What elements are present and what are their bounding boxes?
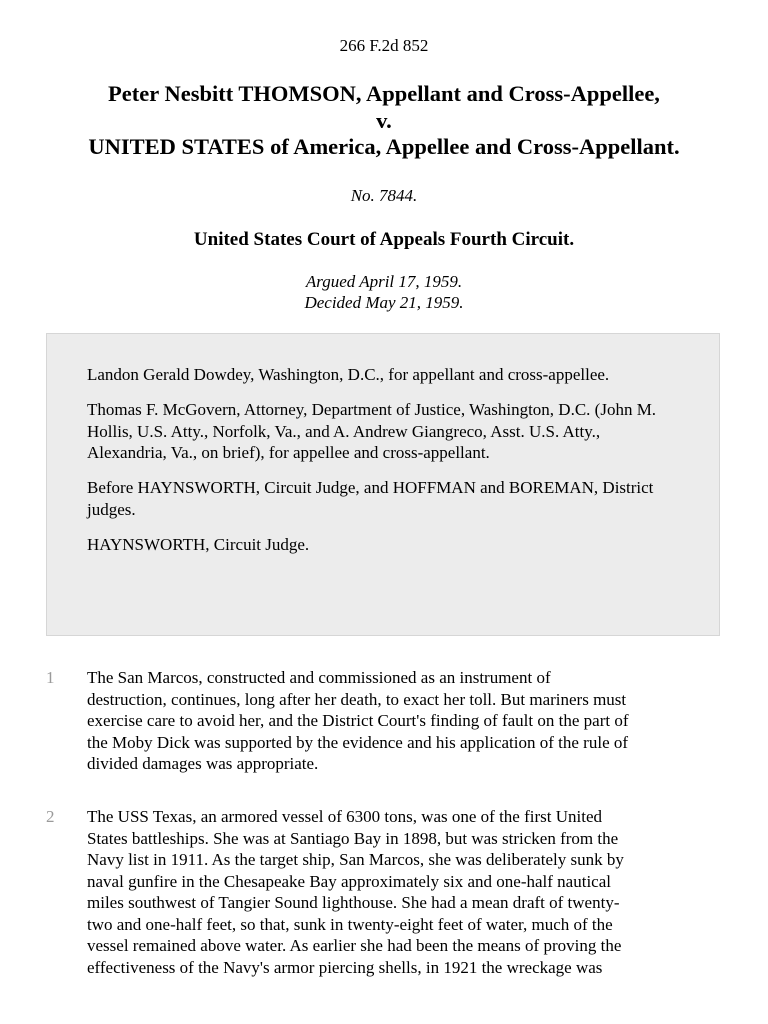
paragraph-number: 2 xyxy=(46,807,55,826)
versus-label: v. xyxy=(376,107,392,133)
text-line: vessel remained above water. As earlier she had been the means of proving the xyxy=(87,936,622,955)
argued-date: Argued April 17, 1959. xyxy=(305,272,463,291)
text-line: divided damages was appropriate. xyxy=(87,754,319,773)
text-line: Navy list in 1911. As the target ship, San Marcos, she was deliberately sunk by xyxy=(87,850,624,869)
text-line: The USS Texas, an armored vessel of 6300 tons, was one of the first United xyxy=(87,807,603,826)
case-caption xyxy=(0,81,768,161)
decided-date: Decided May 21, 1959. xyxy=(304,293,464,312)
text-line: naval gunfire in the Chesapeake Bay approximately six and one-half nautical xyxy=(87,871,611,891)
paragraph-text xyxy=(87,667,727,775)
case-dates xyxy=(0,271,768,313)
text-line: destruction, continues, long after her death, to exact her toll. But mariners must xyxy=(87,689,627,709)
docket-number: No. 7844. xyxy=(350,186,418,205)
paragraph-text xyxy=(87,806,727,978)
appellee-party: UNITED STATES of America, Appellee and Cross-Appellant. xyxy=(88,134,680,159)
case-citation: 266 F.2d 852 xyxy=(339,36,429,55)
text-line: the Moby Dick was supported by the evidence and his application of the rule of xyxy=(87,732,629,752)
text-line: miles southwest of Tangier Sound lighthouse. She had a mean draft of twenty- xyxy=(87,893,620,912)
text-line: States battleships. She was at Santiago Bay in 1898, but was stricken from the xyxy=(87,828,619,848)
text-line: effectiveness of the Navy's armor piercing shells, in 1921 the wreckage was xyxy=(87,957,603,977)
text-line: The San Marcos, constructed and commissioned as an instrument of xyxy=(87,668,551,687)
court-name: United States Court of Appeals Fourth Circuit. xyxy=(193,229,575,250)
opinion-author: HAYNSWORTH, Circuit Judge. xyxy=(87,534,310,554)
paragraph-number: 1 xyxy=(46,668,55,687)
text-line: exercise care to avoid her, and the District Court's finding of fault on the part of xyxy=(87,711,629,730)
text-line: two and one-half feet, so that, sunk in twenty-eight feet of water, much of the xyxy=(87,914,613,934)
appellant-party: Peter Nesbitt THOMSON, Appellant and Cross-Appellee, xyxy=(108,81,660,106)
judges-panel: Before HAYNSWORTH, Circuit Judge, and HOFFMAN and BOREMAN, District judges. xyxy=(87,478,654,519)
appellant-counsel: Landon Gerald Dowdey, Washington, D.C., for appellant and cross-appellee. xyxy=(87,365,610,384)
appellee-counsel: Thomas F. McGovern, Attorney, Department of Justice, Washington, D.C. (John M. Hollis, U.S. Atty., Norfolk, Va., and A. Andrew Giangreco, Asst. U.S. Atty., Alexandria, Va., on brief), for appellee and cross-appellant. xyxy=(87,400,657,462)
counsel-box xyxy=(46,333,720,636)
